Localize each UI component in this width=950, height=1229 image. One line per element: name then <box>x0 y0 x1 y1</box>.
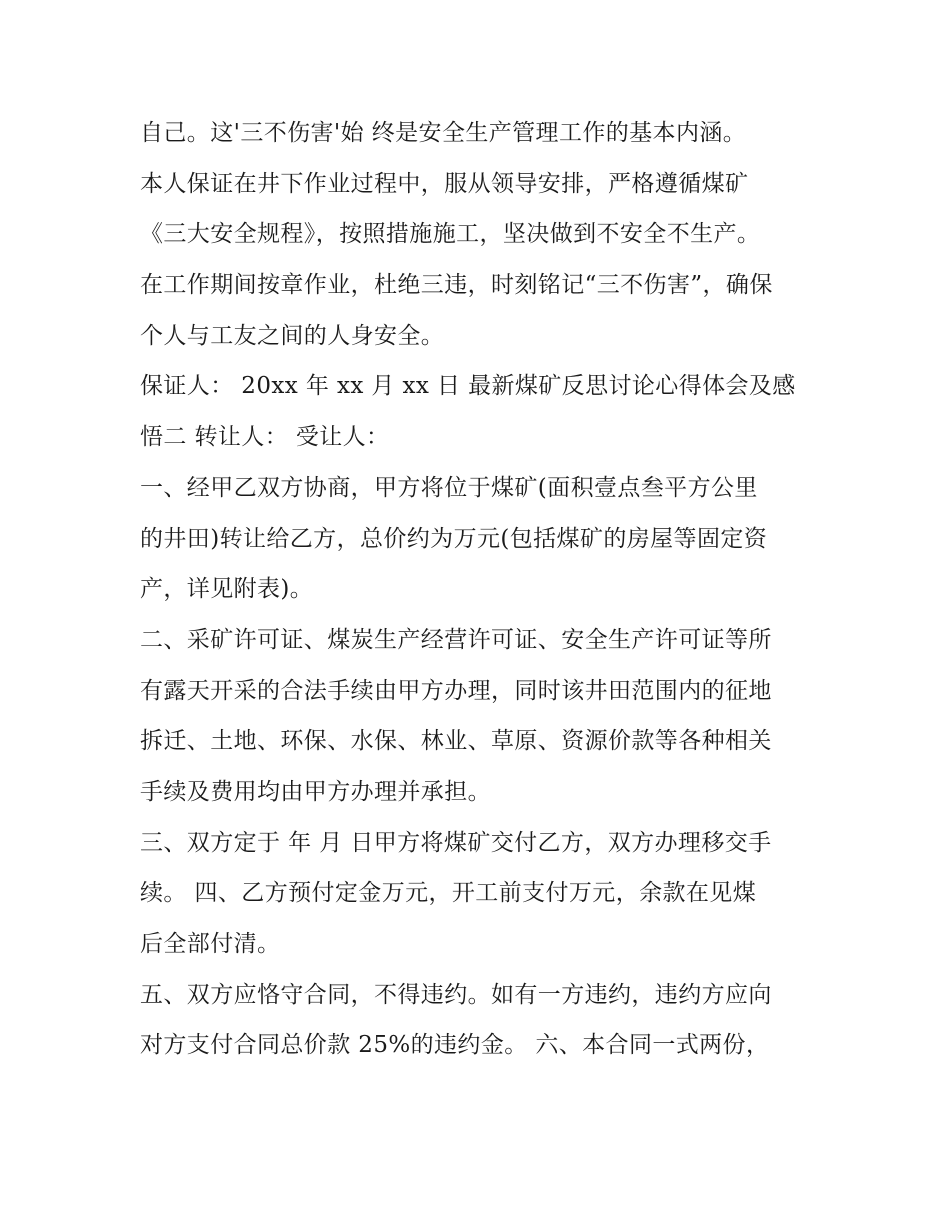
text-line: 保证人： 20xx 年 xx 月 xx 日 最新煤矿反思讨论心得体会及感 <box>140 373 796 400</box>
text-line: 的井田)转让给乙方，总价约为万元(包括煤矿的房屋等固定资 <box>140 525 768 552</box>
text-line: 个人与工友之间的人身安全。 <box>140 322 445 349</box>
text-line: 三、双方定于 年 月 日甲方将煤矿交付乙方，双方办理移交手 <box>140 829 772 856</box>
document-body <box>140 108 820 1071</box>
text-line: 自己。这'三不伤害'始 终是安全生产管理工作的基本内涵。 <box>140 120 747 146</box>
text-line: 本人保证在井下作业过程中，服从领导安排，严格遵循煤矿 <box>140 170 749 197</box>
text-line: 二、采矿许可证、煤炭生产经营许可证、安全生产许可证等所 <box>140 626 772 653</box>
text-line: 有露天开采的合法手续由甲方办理，同时该井田范围内的征地 <box>140 677 772 704</box>
text-line: 手续及费用均由甲方办理并承担。 <box>140 778 491 805</box>
text-line: 悟二 转让人： 受让人： <box>140 424 390 451</box>
text-line: 《三大安全规程》，按照措施施工，坚决做到不安全不生产。 <box>140 221 761 248</box>
text-line: 一、经甲乙双方协商，甲方将位于煤矿(面积壹点叁平方公里 <box>140 474 758 501</box>
text-line: 后全部付清。 <box>140 931 281 957</box>
text-line: 拆迁、土地、环保、水保、林业、草原、资源价款等各种相关 <box>140 728 772 755</box>
text-line: 在工作期间按章作业，杜绝三违，时刻铭记“三不伤害”，确保 <box>140 272 773 299</box>
text-line: 五、双方应恪守合同，不得违约。如有一方违约，违约方应向 <box>140 981 772 1008</box>
text-line: 续。 四、乙方预付定金万元，开工前支付万元，余款在见煤 <box>140 880 757 907</box>
text-line: 对方支付合同总价款 25%的违约金。 六、本合同一式两份， <box>140 1032 770 1059</box>
text-line: 产，详见附表)。 <box>140 576 314 603</box>
